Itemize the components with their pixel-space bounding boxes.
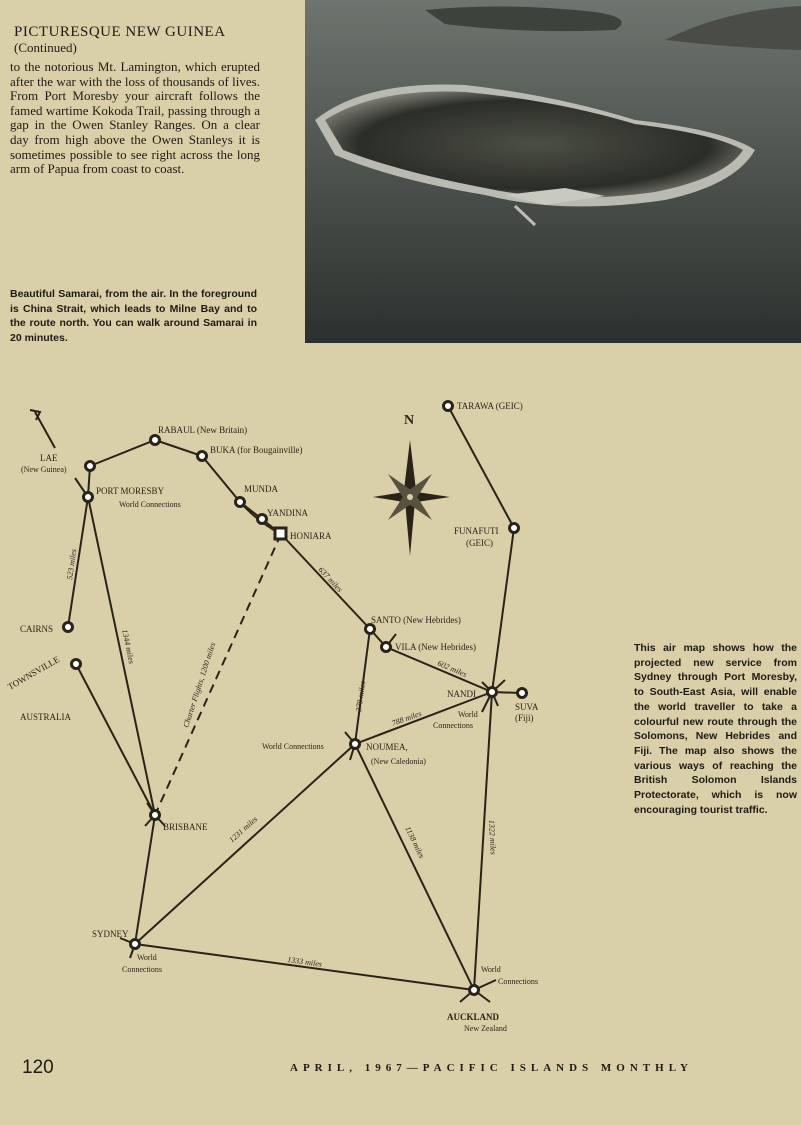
dist-noumea-auckland: 1138 miles <box>403 824 427 860</box>
label-rabaul: RABAUL (New Britain) <box>158 425 248 435</box>
label-brisbane: BRISBANE <box>163 822 208 832</box>
label-pm-connections: World Connections <box>119 500 181 509</box>
dist-honiara-santo: 637 miles <box>316 565 345 594</box>
label-noumea-sub: (New Caledonia) <box>371 757 426 766</box>
label-funafuti: FUNAFUTI <box>454 526 499 536</box>
map-caption: This air map shows how the projected new service from Sydney through Port Moresby, to South-East Asia, will enable the world traveller to take a colourful new route through the Solomons, New Hebrides and Fiji. The map also shows the various ways of reaching the British Solomon Islands Protectorate, which is now encouraging tourist traffic. <box>634 642 797 816</box>
label-noumea: NOUMEA, <box>366 742 408 752</box>
label-suva: SUVA <box>515 702 539 712</box>
label-tarawa: TARAWA (GEIC) <box>457 401 523 411</box>
label-buka: BUKA (for Bougainville) <box>210 445 303 455</box>
label-funafuti-sub: (GEIC) <box>466 538 493 548</box>
dist-sydney-auckland: 1333 miles <box>286 955 323 969</box>
label-lae-sub: (New Guinea) <box>21 465 67 474</box>
article-subheading: (Continued) <box>14 40 77 55</box>
label-cairns: CAIRNS <box>20 624 54 634</box>
dist-vila-nandi: 602 miles <box>436 658 469 679</box>
page-number: 120 <box>22 1057 54 1078</box>
article-heading: PICTURESQUE NEW GUINEA <box>14 24 226 40</box>
footer-title: APRIL, 1967—PACIFIC ISLANDS MONTHLY <box>290 1062 693 1074</box>
label-sydney-world: World <box>137 953 157 962</box>
label-munda: MUNDA <box>244 484 279 494</box>
label-suva-sub: (Fiji) <box>515 713 534 723</box>
article-intro: to the notorious Mt. Lamington, which erupted after the war with the loss of thousands of lives. From Port Moresby your aircraft follows the famed wartime Kokoda Trail, passing through a gap in the Owen Stanley Ranges. On a clear day from high above the Owen Stanleys it is sometimes possible to see right across the long arm of Papua from coast to coast. <box>10 59 260 177</box>
label-vila: VILA (New Hebrides) <box>395 642 476 652</box>
photo-caption: Beautiful Samarai, from the air. In the foreground is China Strait, which leads to Milne Bay and to the route north. You can walk around Samarai in 20 minutes. <box>10 288 257 344</box>
north-label: N <box>404 413 415 428</box>
label-santo: SANTO (New Hebrides) <box>371 615 461 625</box>
label-honiara: HONIARA <box>290 531 332 541</box>
label-auckland-connections: Connections <box>498 977 538 986</box>
label-auckland-world: World <box>481 965 501 974</box>
label-sydney-connections: Connections <box>122 965 162 974</box>
dist-pm-cairns: 523 miles <box>65 548 79 581</box>
samarai-aerial-photo <box>305 0 801 343</box>
dist-noumea-nandi: 788 miles <box>390 708 423 728</box>
label-townsville: TOWNSVILLE <box>6 654 62 692</box>
label-auckland-sub: New Zealand <box>464 1024 507 1033</box>
label-auckland: AUCKLAND <box>447 1012 500 1022</box>
label-lae: LAE <box>40 453 58 463</box>
dist-brisbane-noumea: 1231 miles <box>227 814 260 845</box>
label-yandina: YANDINA <box>267 508 308 518</box>
compass-rose-icon <box>373 440 450 556</box>
label-nandi-world: World <box>458 710 478 719</box>
dist-funafuti-auckland: 1322 miles <box>487 819 498 855</box>
label-australia: AUSTRALIA <box>20 712 71 722</box>
label-port-moresby: PORT MORESBY <box>96 486 165 496</box>
dist-santo-noumea: 379 miles <box>354 680 368 713</box>
label-noumea-connections: World Connections <box>262 742 324 751</box>
label-nandi: NANDI <box>447 689 476 699</box>
dist-pm-brisbane: 1344 miles <box>120 628 137 665</box>
label-nandi-connections: Connections <box>433 721 473 730</box>
label-sydney: SYDNEY <box>92 929 129 939</box>
dist-charter: Charter Flights, 1200 miles <box>181 641 218 729</box>
